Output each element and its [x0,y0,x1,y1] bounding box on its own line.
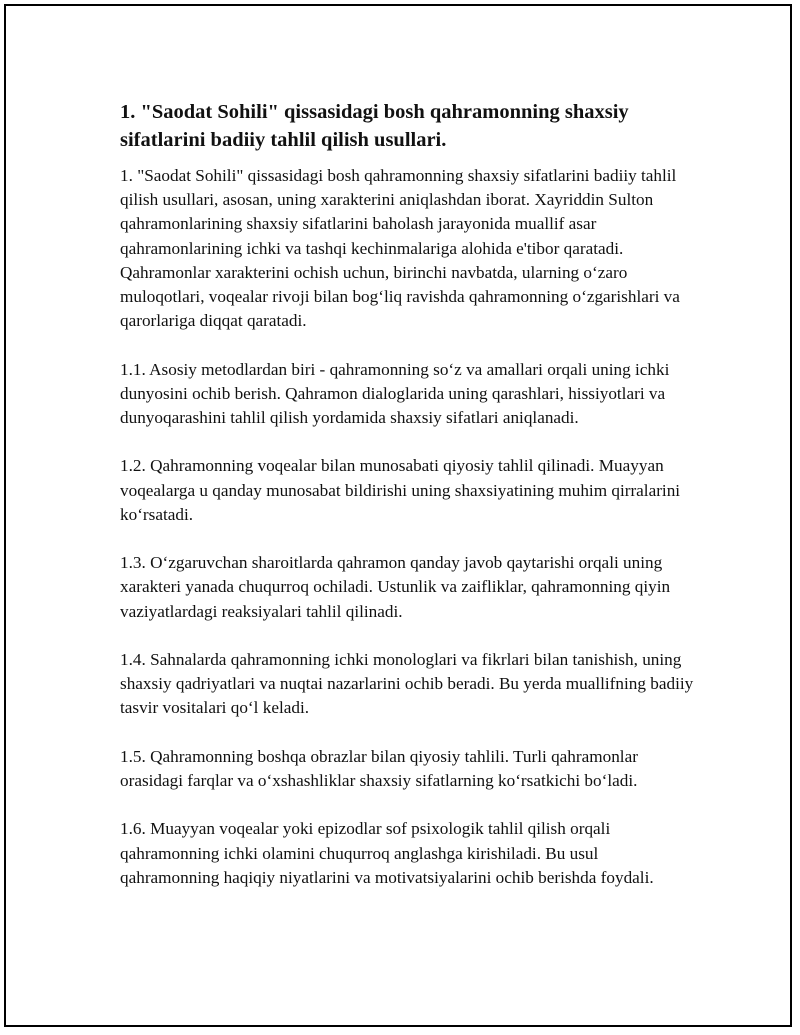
paragraph-1-4: 1.4. Sahnalarda qahramonning ichki monologlari va fikrlari bilan tanishish, uning shaxsiy qadriyatlari va nuqtai nazarlarini ochib beradi. Bu yerda muallifning badiiy tasvir vositalari qo‘l keladi. [120,650,694,718]
paragraph-intro: 1. "Saodat Sohili" qissasidagi bosh qahramonning shaxsiy sifatlarini badiiy tahlil qilish usullari, asosan, uning xarakterini aniqlashdan iborat. Xayriddin Sulton qahramonlarining shaxsiy sifatlarini baholash jarayonida muallif asar qahramonlarining ichki va tashqi kechinmalariga alohida e'tibor qaratadi. Qahramonlar xarakterini ochish uchun, birinchi navbatda, ularning o‘zaro muloqotlari, voqealar rivoji bilan bog‘liq ravishda qahramonning o‘zgarishlari va qarorlariga diqqat qaratadi. [120,166,680,331]
document-title: 1. "Saodat Sohili" qissasidagi bosh qahramonning shaxsiy sifatlarini badiiy tahlil qilish usullari. [120,101,629,151]
document-page [4,4,792,1027]
paragraph-1-1: 1.1. Asosiy metodlardan biri - qahramonning so‘z va amallari orqali uning ichki dunyosini ochib berish. Qahramon dialoglarida uning qarashlari, hissiyotlari va dunyoqarashini tahlil qilish yordamida shaxsiy sifatlari aniqlanadi. [120,359,670,428]
document-content [120,98,700,914]
paragraph-1-6: 1.6. Muayyan voqealar yoki epizodlar sof psixologik tahlil qilish orqali qahramonning ichki olamini chuqurroq anglashga kirishiladi. Bu usul qahramonning haqiqiy niyatlarini va motivatsiyalarini ochib berishda foydali. [120,819,654,887]
paragraph-1-3: 1.3. O‘zgaruvchan sharoitlarda qahramon qanday javob qaytarishi orqali uning xarakteri yanada chuqurroq ochiladi. Ustunlik va zaifliklar, qahramonning qiyin vaziyatlardagi reaksiyalari tahlil qilinadi. [120,553,671,621]
paragraph-1-5: 1.5. Qahramonning boshqa obrazlar bilan qiyosiy tahlili. Turli qahramonlar orasidagi farqlar va o‘xshashliklar shaxsiy sifatlarning ko‘rsatkichi bo‘ladi. [120,746,638,790]
paragraph-1-2: 1.2. Qahramonning voqealar bilan munosabati qiyosiy tahlil qilinadi. Muayyan voqealarga u qanday munosabat bildirishi uning shaxsiyatining muhim qirralarini ko‘rsatadi. [120,456,681,524]
